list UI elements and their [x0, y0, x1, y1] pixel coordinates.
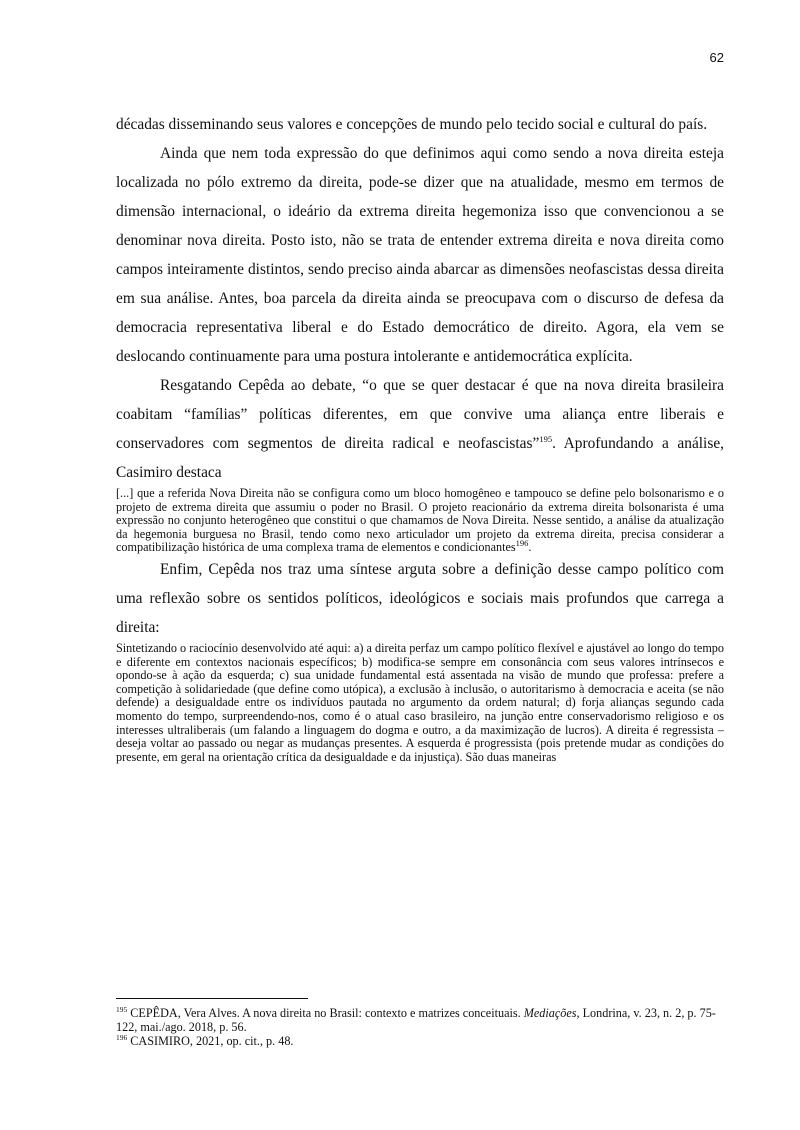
footnotes: [116, 1006, 724, 1048]
block-quote-1-text: [...] que a referida Nova Direita não se configura como um bloco homogêneo e tampouco se define pelo bolsonarismo e o projeto de extrema direita que assumiu o poder no Brasil. O projeto reacionário da extrema direita bolsonarista é uma expressão no conjunto heterogêneo que constitui o que chamamos de Nova Direita. Nesse sentido, a análise da atualização da hegemonia burguesa no Brasil, tendo como nexo articulador um projeto da extrema direita, precisa considerar a compatibilização histórica de uma complexa trama de elementos e condicionantes: [116, 486, 724, 555]
block-quote-1-end: .: [528, 540, 532, 555]
body-text: [116, 110, 724, 764]
block-quote-1: [116, 487, 724, 555]
block-quote-2: Sintetizando o raciocínio desenvolvido até aqui: a) a direita perfaz um campo político flexível e ajustável ao longo do tempo e diferente em contextos nacionais específicos; b) modifica-se sempre em consonância com seus valores intrínsecos e opondo-se à ação da esquerda; c) sua unidade fundamental está assentada na visão de mundo que professa: prefere a competição à solidariedade (que define como utópica), a exclusão à inclusão, o autoritarismo à democracia e aceita (se não defende) a desigualdade entre os indivíduos pautada no argumento da ordem natural; d) forja alianças segundo cada momento do tempo, surpreendendo-nos, como é o atual caso brasileiro, na junção entre conservadorismo religioso e os interesses ultraliberais (um falando a linguagem do dogma e outro, a da maximização de lucros). A direita é regressista – deseja voltar ao passado ou negar as mudanças presentes. A esquerda é progressista (pois pretende mudar as condições do presente, em geral na orientação crítica da desigualdade e da injustiça). São duas maneiras: [116, 640, 724, 764]
paragraph-4: Enfim, Cepêda nos traz uma síntese arguta sobre a definição desse campo político com uma reflexão sobre os sentidos políticos, ideológicos e sociais mais profundos que carrega a direita:: [116, 560, 724, 636]
footnote-number: 196: [116, 1032, 128, 1042]
footnote-text: CASIMIRO, 2021, op. cit., p. 48.: [130, 1034, 294, 1048]
page-number: 62: [709, 50, 724, 65]
footnote-text-end: , Londrina, v. 23, n. 2, p. 75-122, mai./ago. 2018, p. 56.: [116, 1006, 716, 1034]
paragraph-3-text-end: . Aprofundando a análise, Casimiro destaca: [116, 435, 724, 481]
paragraph-3: [116, 371, 724, 487]
footnote-ref-196[interactable]: 196: [515, 538, 529, 549]
footnote-journal-title: Mediações: [523, 1006, 577, 1020]
footnote-196: [116, 1034, 724, 1048]
footnote-ref-195[interactable]: 195: [539, 433, 553, 444]
paragraph-3-text: Resgatando Cepêda ao debate, “o que se quer destacar é que na nova direita brasileira coabitam “famílias” políticas diferentes, em que convive uma aliança entre liberais e conservadores com segmentos de direita radical e neofascistas”: [116, 377, 724, 452]
footnote-text: CEPÊDA, Vera Alves. A nova direita no Brasil: contexto e matrizes conceituais.: [130, 1006, 524, 1020]
paragraph-1: décadas disseminando seus valores e concepções de mundo pelo tecido social e cultural do país.: [116, 116, 708, 133]
footnote-195: [116, 1006, 724, 1034]
footnote-separator: [116, 998, 308, 999]
footnote-number: 195: [116, 1004, 128, 1014]
paragraph-2: Ainda que nem toda expressão do que definimos aqui como sendo a nova direita esteja localizada no pólo extremo da direita, pode-se dizer que na atualidade, mesmo em termos de dimensão internacional, o ideário da extrema direita hegemoniza isso que convencionou a se denominar nova direita. Posto isto, não se trata de entender extrema direita e nova direita como campos inteiramente distintos, sendo preciso ainda abarcar as dimensões neofascistas dessa direita em sua análise. Antes, boa parcela da direita ainda se preocupava com o discurso de defesa da democracia representativa liberal e do Estado democrático de direito. Agora, ela vem se deslocando continuamente para uma postura intolerante e antidemocrática explícita.: [116, 145, 724, 365]
